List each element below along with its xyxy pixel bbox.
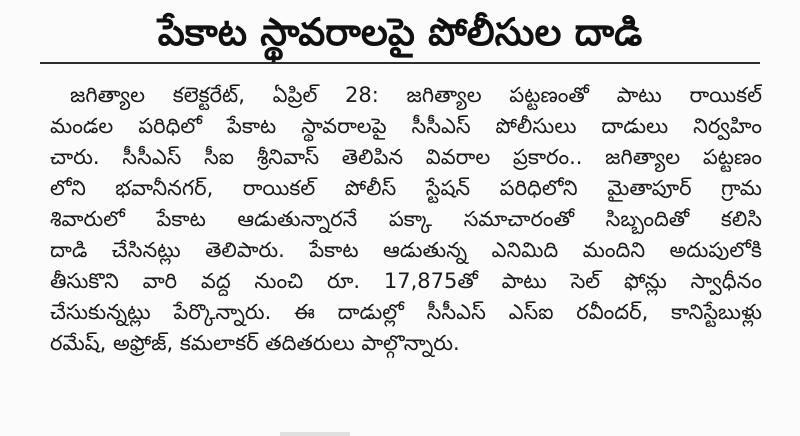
scan-artifact	[280, 432, 350, 436]
headline-divider	[40, 62, 760, 64]
article-line: మండల పరిధిలో పేకాట స్థావరాలపై సీసీఎస్ పోలీసులు దాడులు నిర్వహిం	[50, 114, 762, 138]
article-headline: పేకాట స్థావరాలపై పోలీసుల దాడి	[157, 10, 643, 54]
article-line: లోని భవానీనగర్, రాయికల్ పోలీస్ స్టేషన్ పరిధిలోని మైతాపూర్ గ్రామ	[50, 176, 762, 200]
article-body	[50, 80, 762, 359]
article-line: చారు. సీసీఎస్ సీఐ శ్రీనివాస్ తెలిపిన వివరాల ప్రకారం.. జగిత్యాల పట్టణం	[50, 145, 762, 169]
article-line: రమేష్, అఫ్రోజ్, కమలాకర్ తదితరులు పాల్గొన్నారు.	[50, 331, 460, 355]
article-line: దాడి చేసినట్లు తెలిపారు. పేకాట ఆడుతున్న ఎనిమిది మందిని అదుపులోకి	[50, 238, 762, 262]
article-line: తీసుకొని వారి వద్ద నుంచి రూ. 17,875తో పాటు సెల్ ఫోన్లు స్వాధీనం	[50, 269, 762, 293]
article-line: శివారులో పేకాట ఆడుతున్నారనే పక్కా సమాచారంతో సిబ్బందితో కలిసి	[50, 207, 762, 231]
article-line: జగిత్యాల కలెక్టరేట్, ఏప్రిల్ 28: జగిత్యాల పట్టణంతో పాటు రాయికల్	[70, 83, 762, 107]
article-line: చేసుకున్నట్లు పేర్కొన్నారు. ఈ దాడుల్లో సీసీఎస్ ఎస్ఐ రవీందర్, కానిస్టేబుళ్లు	[50, 300, 762, 324]
